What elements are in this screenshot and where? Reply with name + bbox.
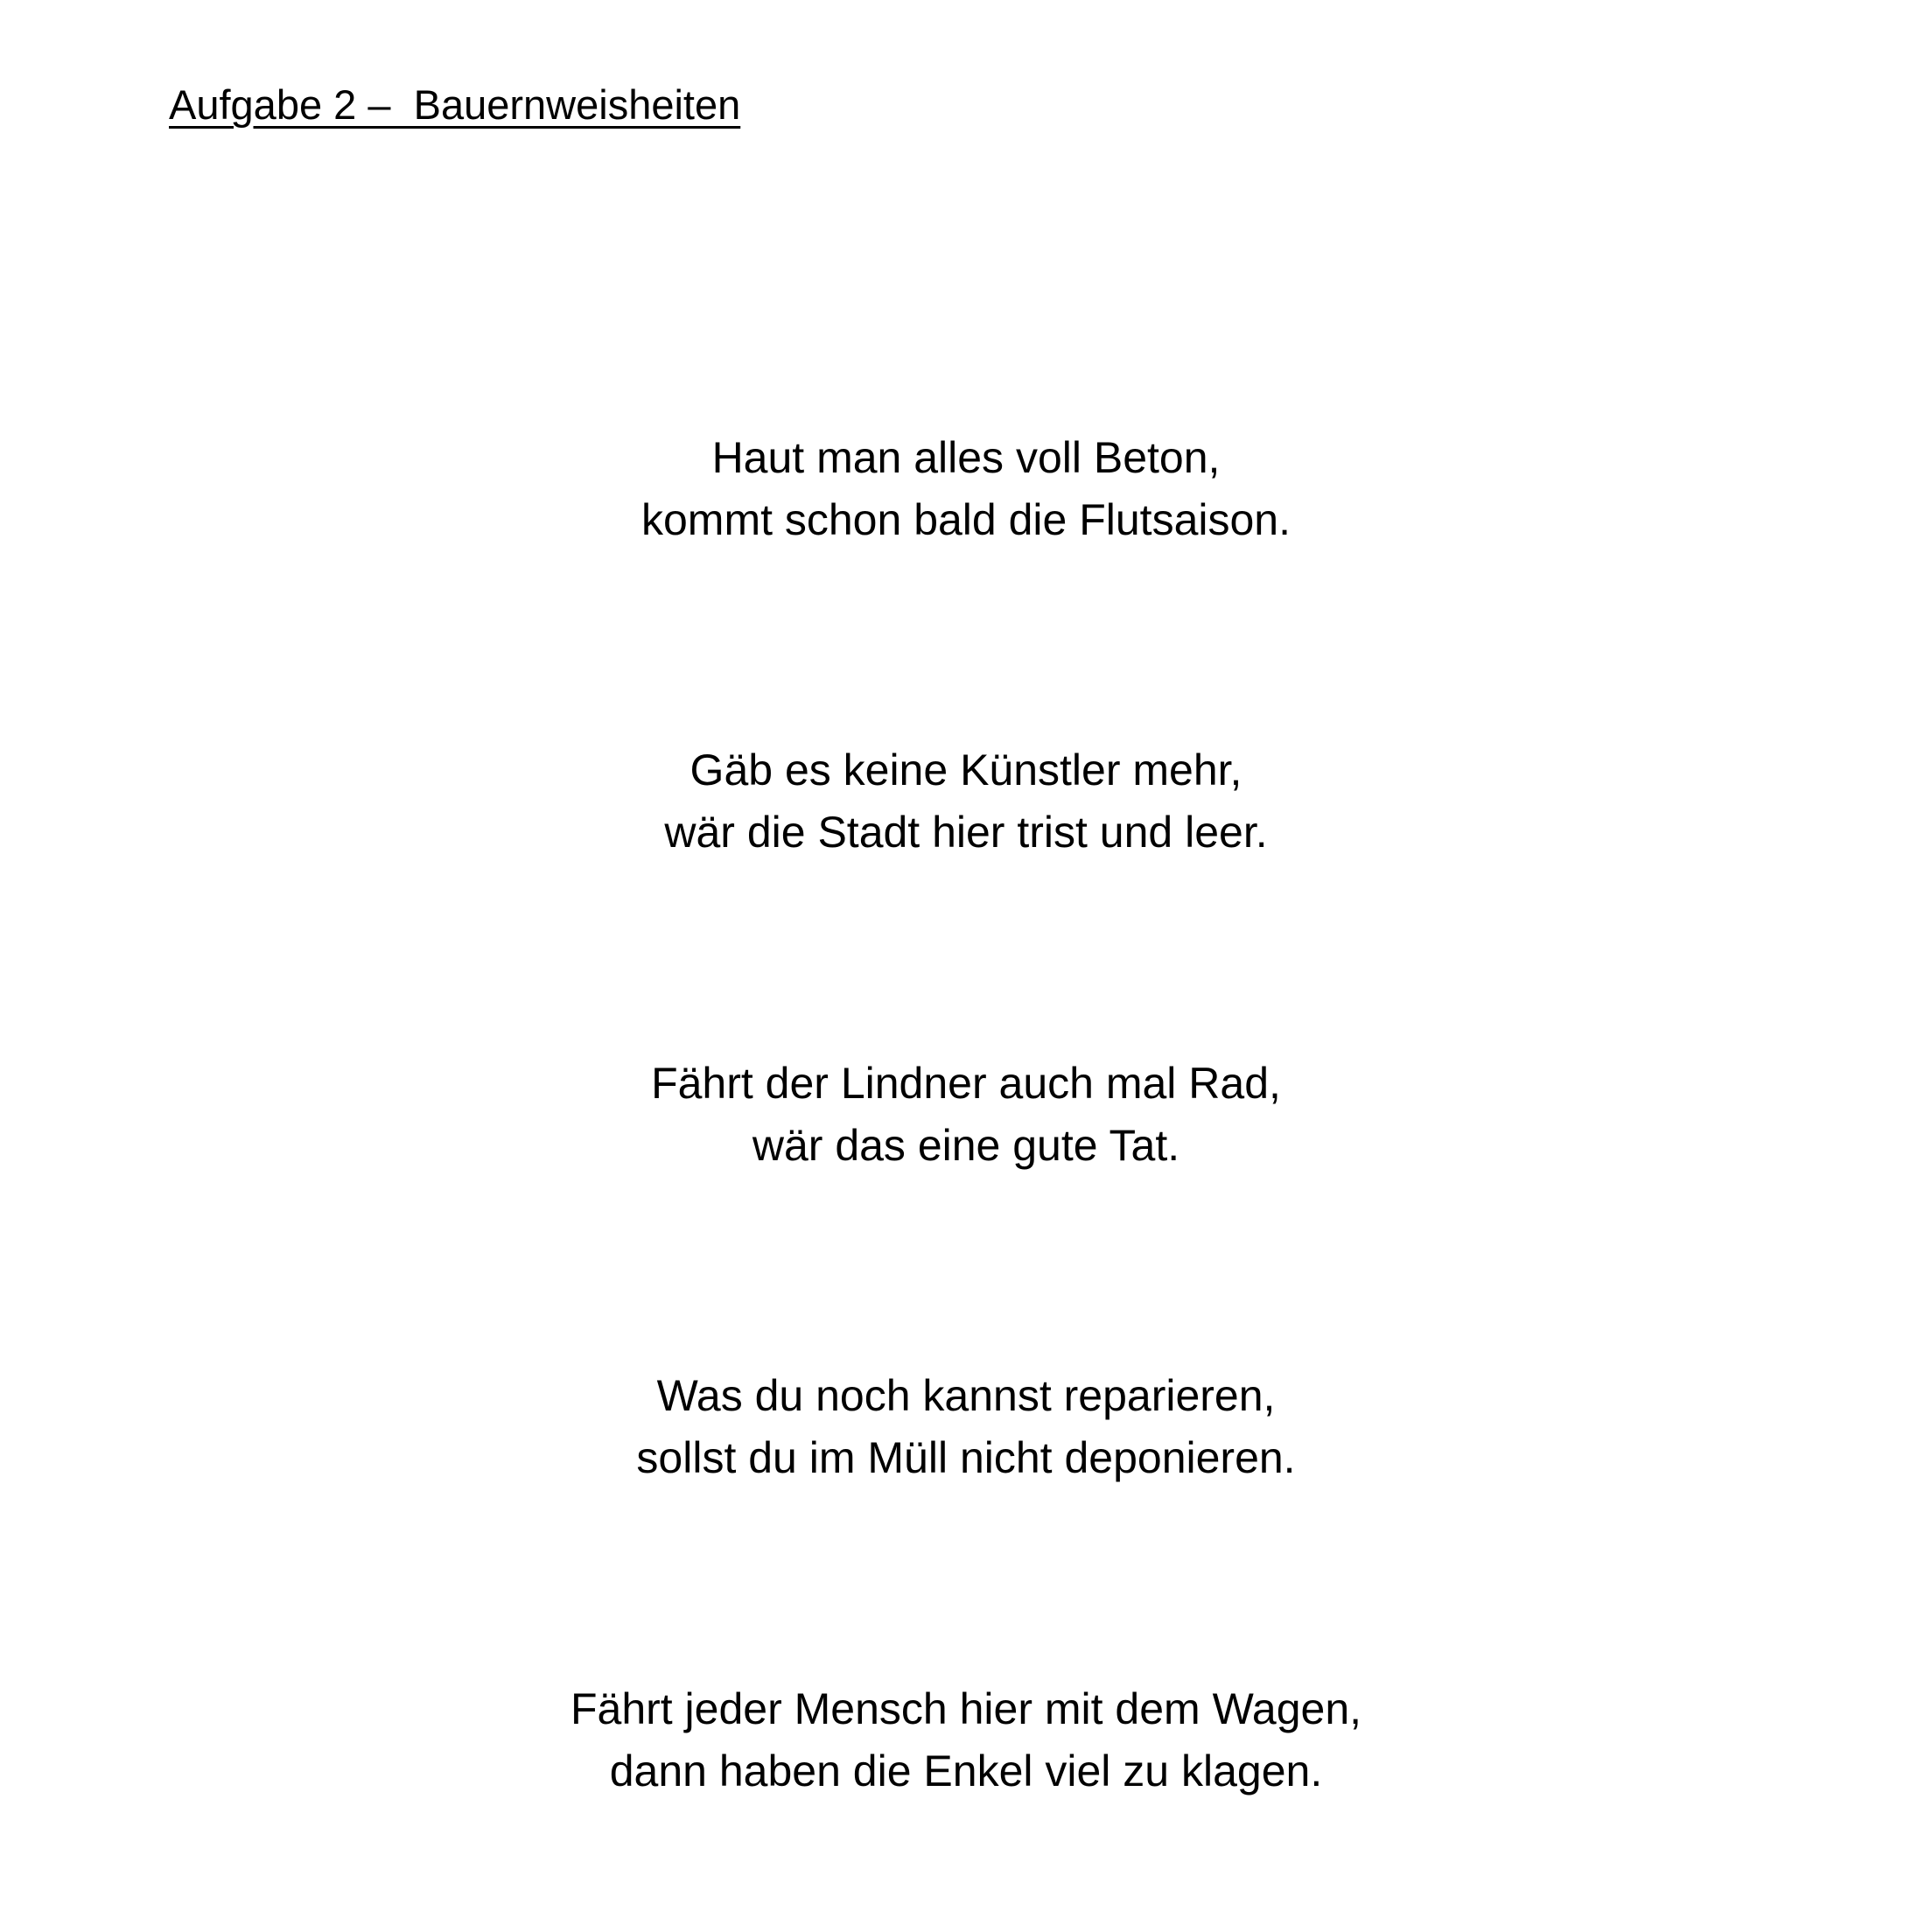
page-title: Aufgabe 2 – Bauernweisheiten xyxy=(169,81,741,128)
verse xyxy=(0,1365,1932,1489)
verse-line: Haut man alles voll Beton, xyxy=(711,433,1221,482)
verse xyxy=(0,427,1932,551)
verse-line: kommt schon bald die Flutsaison. xyxy=(640,495,1292,544)
verse-line: sollst du im Müll nicht deponieren. xyxy=(636,1433,1296,1482)
verse-line: Was du noch kannst reparieren, xyxy=(656,1371,1276,1420)
verse-line: wär das eine gute Tat. xyxy=(752,1121,1180,1170)
verse xyxy=(0,1053,1932,1177)
verse-line: Fährt jeder Mensch hier mit dem Wagen, xyxy=(570,1684,1362,1733)
verse-line: Fährt der Lindner auch mal Rad, xyxy=(651,1059,1281,1108)
verse-line: wär die Stadt hier trist und leer. xyxy=(664,808,1268,857)
verse-line: Gäb es keine Künstler mehr, xyxy=(690,746,1242,794)
verse xyxy=(0,1678,1932,1802)
verse xyxy=(0,739,1932,864)
verse-line: dann haben die Enkel viel zu klagen. xyxy=(609,1746,1323,1796)
